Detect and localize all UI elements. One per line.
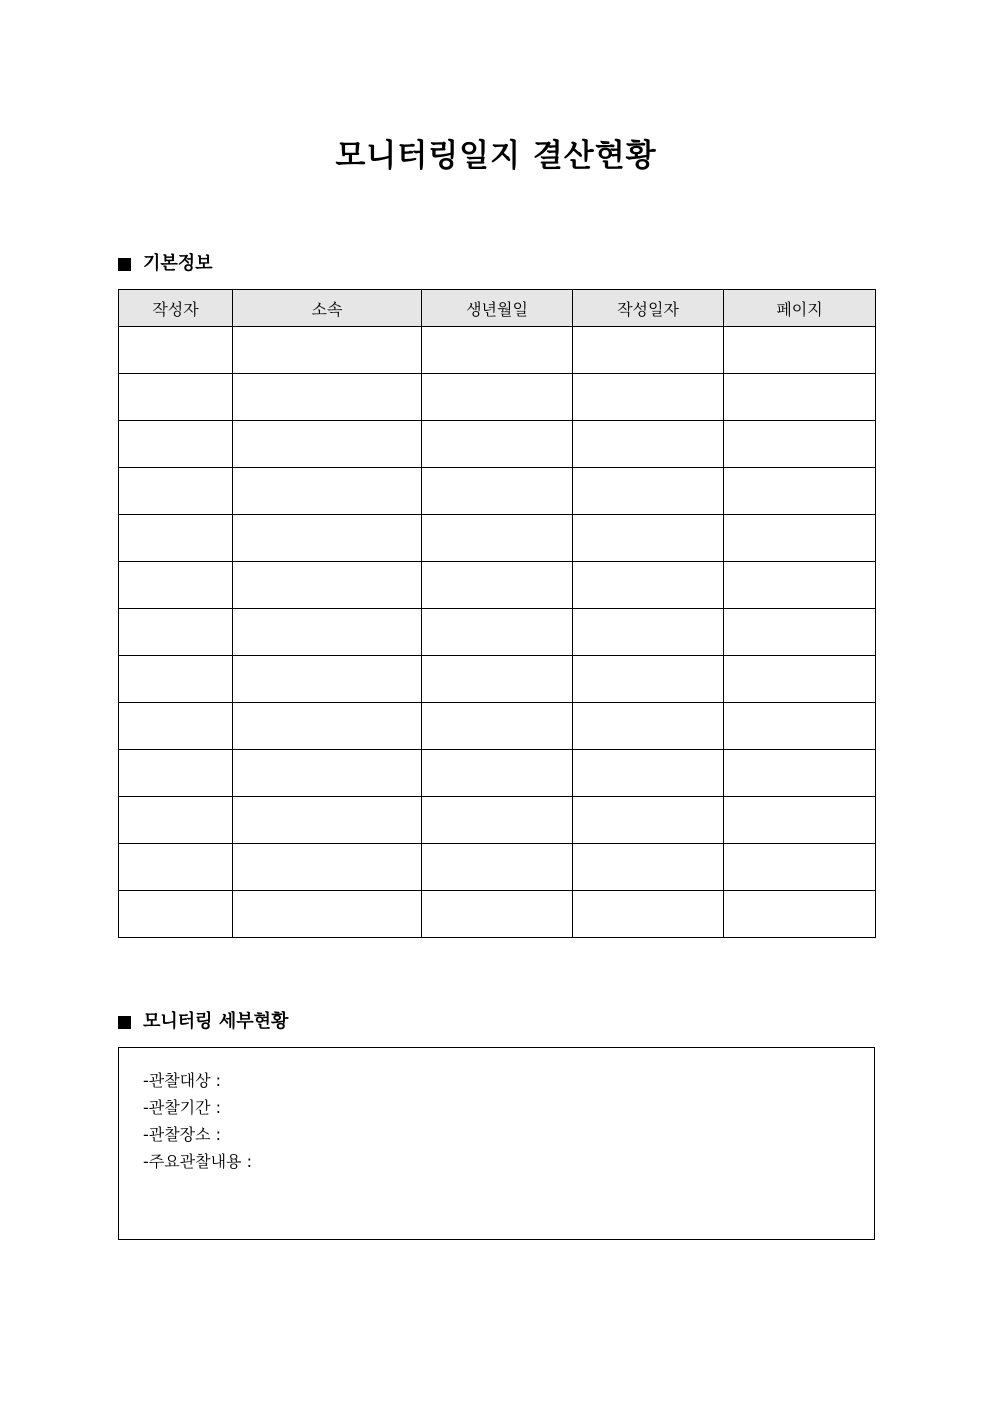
table-cell[interactable] (573, 421, 724, 468)
table-cell[interactable] (233, 374, 422, 421)
table-cell[interactable] (119, 374, 233, 421)
section-heading-label: 기본정보 (143, 253, 213, 274)
table-cell[interactable] (724, 797, 876, 844)
table-cell[interactable] (422, 656, 573, 703)
table-cell[interactable] (724, 750, 876, 797)
table-cell[interactable] (119, 327, 233, 374)
table-cell[interactable] (119, 468, 233, 515)
table-cell[interactable] (724, 327, 876, 374)
table-cell[interactable] (573, 468, 724, 515)
column-header-author: 작성자 (119, 290, 233, 327)
square-bullet-icon (118, 258, 131, 271)
column-header-written-date: 작성일자 (573, 290, 724, 327)
table-cell[interactable] (573, 515, 724, 562)
table-cell[interactable] (233, 609, 422, 656)
table-cell[interactable] (573, 327, 724, 374)
table-cell[interactable] (233, 421, 422, 468)
table-cell[interactable] (233, 656, 422, 703)
table-cell[interactable] (119, 515, 233, 562)
table-cell[interactable] (724, 515, 876, 562)
table-cell[interactable] (422, 750, 573, 797)
table-row (119, 421, 876, 468)
table-cell[interactable] (573, 656, 724, 703)
table-cell[interactable] (573, 374, 724, 421)
column-header-birthdate: 생년월일 (422, 290, 573, 327)
table-cell[interactable] (422, 609, 573, 656)
table-cell[interactable] (422, 468, 573, 515)
table-cell[interactable] (573, 750, 724, 797)
square-bullet-icon (118, 1016, 131, 1029)
table-cell[interactable] (422, 844, 573, 891)
table-row (119, 562, 876, 609)
table-cell[interactable] (233, 562, 422, 609)
table-row (119, 609, 876, 656)
column-header-page: 페이지 (724, 290, 876, 327)
table-cell[interactable] (422, 421, 573, 468)
table-cell[interactable] (119, 844, 233, 891)
table-cell[interactable] (724, 562, 876, 609)
table-cell[interactable] (573, 703, 724, 750)
table-cell[interactable] (422, 515, 573, 562)
table-cell[interactable] (233, 703, 422, 750)
table-row (119, 327, 876, 374)
table-cell[interactable] (422, 891, 573, 938)
table-cell[interactable] (233, 891, 422, 938)
table-cell[interactable] (724, 891, 876, 938)
monitoring-details-box[interactable] (118, 1047, 875, 1240)
table-row (119, 703, 876, 750)
table-row (119, 656, 876, 703)
basic-info-table (118, 289, 876, 938)
table-cell[interactable] (573, 844, 724, 891)
table-cell[interactable] (573, 891, 724, 938)
table-cell[interactable] (573, 562, 724, 609)
table-row (119, 468, 876, 515)
detail-line-observation-period: -관찰기간 : (143, 1098, 222, 1117)
table-cell[interactable] (724, 844, 876, 891)
column-header-affiliation: 소속 (233, 290, 422, 327)
table-cell[interactable] (573, 797, 724, 844)
table-cell[interactable] (233, 515, 422, 562)
table-cell[interactable] (573, 609, 724, 656)
table-cell[interactable] (724, 421, 876, 468)
detail-lines (143, 1067, 252, 1175)
table-cell[interactable] (119, 797, 233, 844)
table-cell[interactable] (724, 703, 876, 750)
table-row (119, 515, 876, 562)
table-row (119, 891, 876, 938)
detail-line-observation-location: -관찰장소 : (143, 1125, 222, 1144)
table-cell[interactable] (422, 797, 573, 844)
table-cell[interactable] (233, 750, 422, 797)
table-cell[interactable] (119, 750, 233, 797)
table-cell[interactable] (422, 327, 573, 374)
table-cell[interactable] (119, 562, 233, 609)
table-row (119, 844, 876, 891)
table-header-row (119, 290, 876, 327)
table-cell[interactable] (233, 844, 422, 891)
table-cell[interactable] (422, 374, 573, 421)
table-row (119, 750, 876, 797)
table-cell[interactable] (422, 562, 573, 609)
table-cell[interactable] (233, 797, 422, 844)
table-cell[interactable] (119, 421, 233, 468)
table-row (119, 797, 876, 844)
section-heading-basic-info (118, 252, 213, 276)
table-cell[interactable] (119, 656, 233, 703)
table-cell[interactable] (119, 703, 233, 750)
table-row (119, 374, 876, 421)
table-cell[interactable] (119, 891, 233, 938)
table-body (119, 327, 876, 938)
section-heading-monitoring-details (118, 1010, 288, 1034)
table-cell[interactable] (233, 468, 422, 515)
table-cell[interactable] (724, 656, 876, 703)
table-cell[interactable] (724, 374, 876, 421)
table-cell[interactable] (422, 703, 573, 750)
detail-line-main-observations: -주요관찰내용 : (143, 1152, 252, 1171)
detail-line-observation-target: -관찰대상 : (143, 1071, 222, 1090)
table-cell[interactable] (119, 609, 233, 656)
page-title: 모니터링일지 결산현황 (335, 138, 657, 174)
table-cell[interactable] (233, 327, 422, 374)
section-heading-label: 모니터링 세부현황 (143, 1011, 289, 1032)
table-cell[interactable] (724, 609, 876, 656)
table-cell[interactable] (724, 468, 876, 515)
